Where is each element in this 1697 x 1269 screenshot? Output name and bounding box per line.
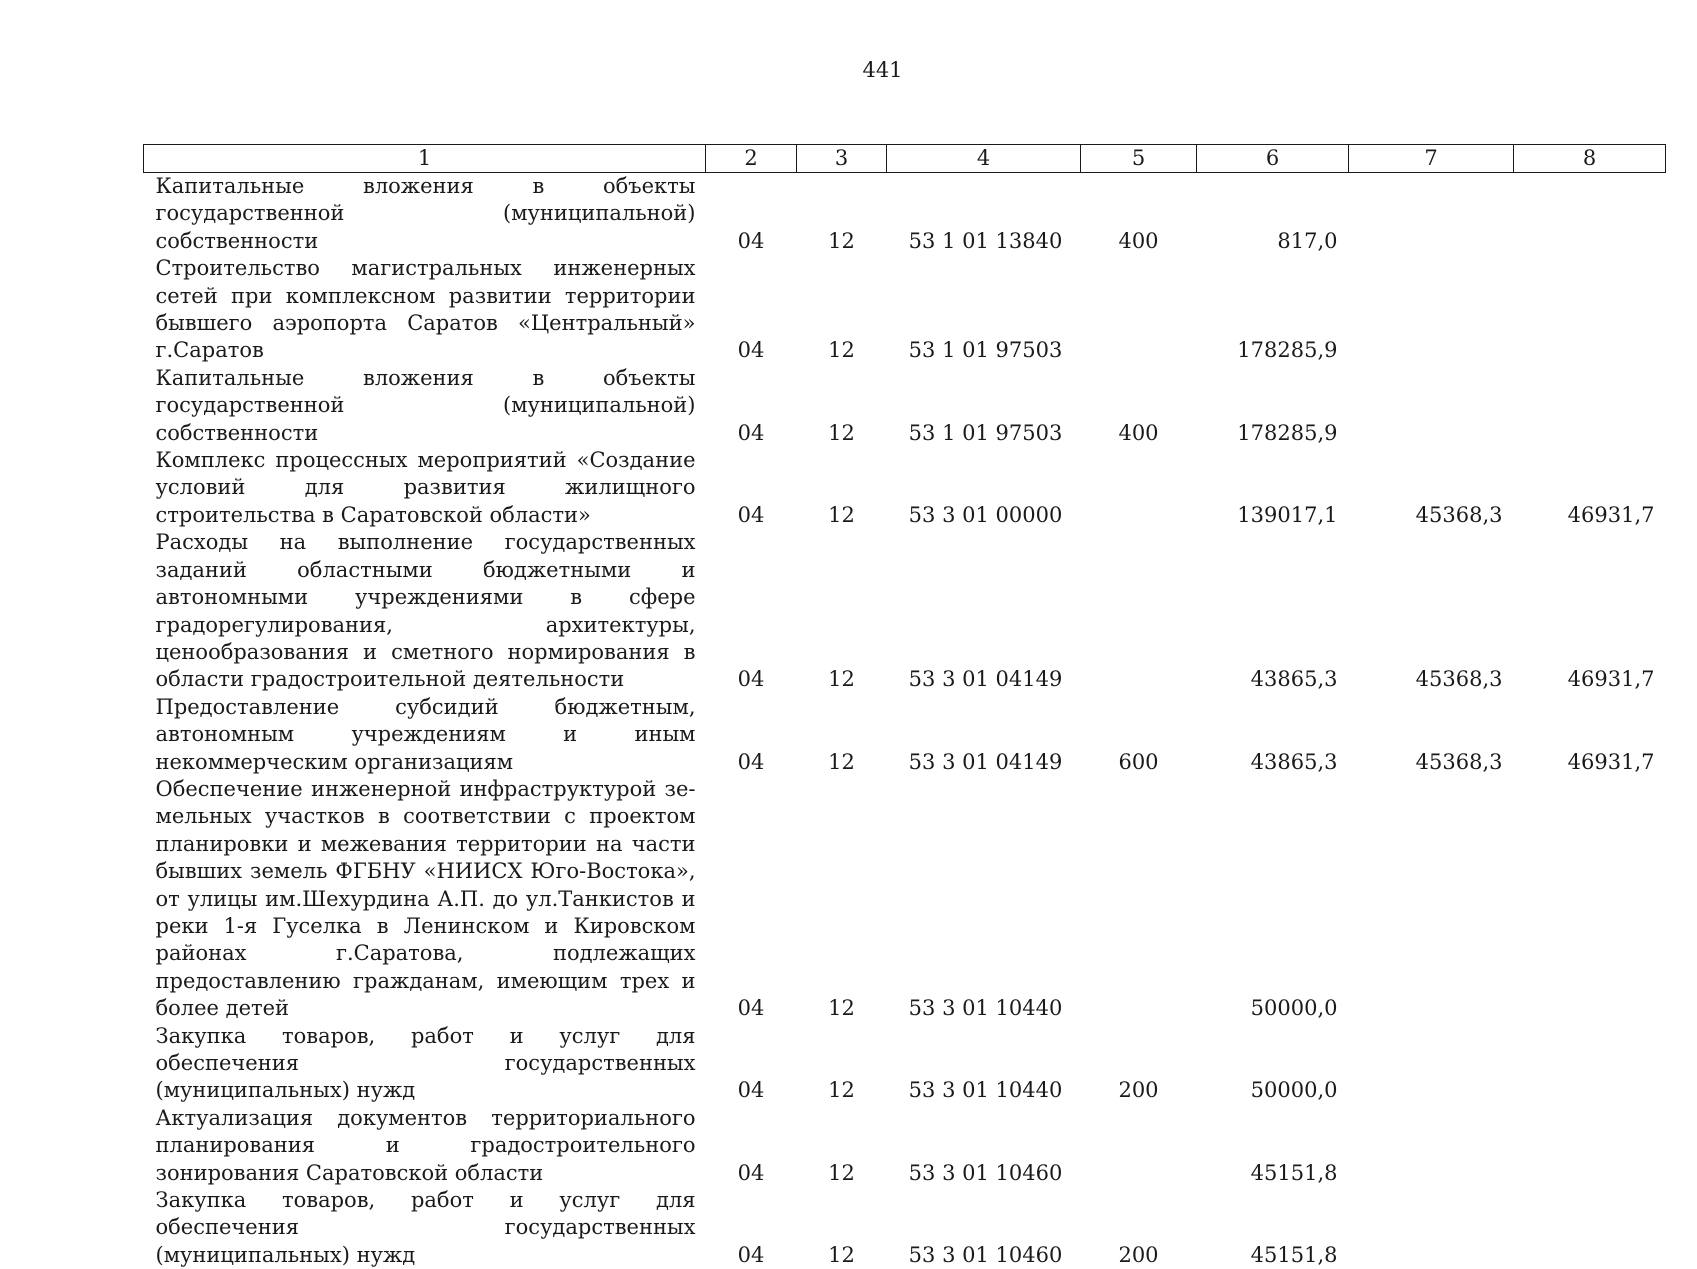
amount-col-7: 45368,3 [1349, 529, 1514, 693]
amount-col-6: 45151,8 [1197, 1187, 1349, 1269]
section-code: 04 [706, 776, 797, 1023]
amount-col-8: 46931,7 [1514, 447, 1666, 529]
row-description: Закупка товаров, работ и услуг для обеспечения государственных (муниципальных) нужд [144, 1187, 706, 1269]
row-description: Комплекс процессных мероприятий «Создание условий для развития жилищного строительства в Саратовской области» [144, 447, 706, 529]
expense-type-code: 400 [1081, 173, 1197, 256]
table-body [144, 173, 1666, 1269]
target-article-code: 53 3 01 10460 [887, 1187, 1081, 1269]
row-description: Строительство магистральных инженерных сетей при комплексном развитии территории бывшего аэропорта Саратов «Центральный» г.Саратов [144, 255, 706, 365]
budget-table [143, 144, 1666, 1269]
subsection-code: 12 [797, 173, 887, 256]
expense-type-code [1081, 776, 1197, 1023]
column-header-6: 6 [1197, 145, 1349, 173]
header-row [144, 145, 1666, 173]
amount-col-8: 46931,7 [1514, 529, 1666, 693]
target-article-code: 53 1 01 13840 [887, 173, 1081, 256]
target-article-code: 53 3 01 00000 [887, 447, 1081, 529]
column-header-4: 4 [887, 145, 1081, 173]
expense-type-code: 200 [1081, 1187, 1197, 1269]
amount-col-6: 139017,1 [1197, 447, 1349, 529]
table-row [144, 1023, 1666, 1105]
amount-col-6: 817,0 [1197, 173, 1349, 256]
row-description: Предоставление субсидий бюджетным, автономным учреждениям и иным некоммерческим организациям [144, 694, 706, 776]
column-header-1: 1 [144, 145, 706, 173]
amount-col-6: 178285,9 [1197, 365, 1349, 447]
subsection-code: 12 [797, 1105, 887, 1187]
section-code: 04 [706, 1187, 797, 1269]
target-article-code: 53 3 01 04149 [887, 529, 1081, 693]
amount-col-7 [1349, 255, 1514, 365]
amount-col-8 [1514, 255, 1666, 365]
amount-col-7 [1349, 365, 1514, 447]
subsection-code: 12 [797, 776, 887, 1023]
subsection-code: 12 [797, 694, 887, 776]
section-code: 04 [706, 529, 797, 693]
section-code: 04 [706, 173, 797, 256]
amount-col-7 [1349, 1105, 1514, 1187]
section-code: 04 [706, 447, 797, 529]
section-code: 04 [706, 255, 797, 365]
row-description: Капитальные вложения в объекты государственной (муниципальной) собственности [144, 365, 706, 447]
column-header-2: 2 [706, 145, 797, 173]
table-row [144, 365, 1666, 447]
subsection-code: 12 [797, 529, 887, 693]
amount-col-6: 50000,0 [1197, 1023, 1349, 1105]
row-description: Обеспечение инженерной инфраструктурой земельных участков в соответствии с проектом планировки и межевания территории на части бывших земель ФГБНУ «НИИСХ Юго-Востока», от улицы им.Шехурдина А.П. до ул.Танкистов и реки 1-я Гуселка в Ленинском и Кировском районах г.Саратова, подлежащих предоставлению гражданам, имеющим трех и более детей [144, 776, 706, 1023]
subsection-code: 12 [797, 1023, 887, 1105]
target-article-code: 53 3 01 10440 [887, 776, 1081, 1023]
table-header [144, 145, 1666, 173]
target-article-code: 53 1 01 97503 [887, 255, 1081, 365]
target-article-code: 53 3 01 04149 [887, 694, 1081, 776]
amount-col-7 [1349, 173, 1514, 256]
expense-type-code: 600 [1081, 694, 1197, 776]
page-number: 441 [0, 58, 1697, 82]
row-description: Актуализация документов территориального планирования и градостроительного зонирования Саратовской области [144, 1105, 706, 1187]
section-code: 04 [706, 1105, 797, 1187]
table-row [144, 529, 1666, 693]
expense-type-code [1081, 529, 1197, 693]
row-description: Расходы на выполнение государственных заданий областными бюджетными и автономными учреждениями в сфере градорегулирования, архитектуры, ценообразования и сметного нормирования в области градостроительной деятельности [144, 529, 706, 693]
amount-col-7 [1349, 1023, 1514, 1105]
row-description: Закупка товаров, работ и услуг для обеспечения государственных (муниципальных) нужд [144, 1023, 706, 1105]
subsection-code: 12 [797, 447, 887, 529]
amount-col-7: 45368,3 [1349, 694, 1514, 776]
section-code: 04 [706, 694, 797, 776]
amount-col-6: 43865,3 [1197, 529, 1349, 693]
subsection-code: 12 [797, 255, 887, 365]
amount-col-8 [1514, 1187, 1666, 1269]
amount-col-8 [1514, 365, 1666, 447]
amount-col-6: 50000,0 [1197, 776, 1349, 1023]
amount-col-7 [1349, 1187, 1514, 1269]
row-description: Капитальные вложения в объекты государственной (муниципальной) собственности [144, 173, 706, 256]
section-code: 04 [706, 365, 797, 447]
table-row [144, 447, 1666, 529]
table-row [144, 173, 1666, 256]
amount-col-6: 45151,8 [1197, 1105, 1349, 1187]
expense-type-code [1081, 447, 1197, 529]
section-code: 04 [706, 1023, 797, 1105]
table-row [144, 1187, 1666, 1269]
column-header-5: 5 [1081, 145, 1197, 173]
expense-type-code: 200 [1081, 1023, 1197, 1105]
column-header-8: 8 [1514, 145, 1666, 173]
subsection-code: 12 [797, 1187, 887, 1269]
amount-col-8 [1514, 1023, 1666, 1105]
table-row [144, 1105, 1666, 1187]
amount-col-8: 46931,7 [1514, 694, 1666, 776]
subsection-code: 12 [797, 365, 887, 447]
expense-type-code [1081, 1105, 1197, 1187]
table-row [144, 776, 1666, 1023]
amount-col-7: 45368,3 [1349, 447, 1514, 529]
expense-type-code: 400 [1081, 365, 1197, 447]
amount-col-8 [1514, 776, 1666, 1023]
expense-type-code [1081, 255, 1197, 365]
target-article-code: 53 3 01 10440 [887, 1023, 1081, 1105]
amount-col-6: 178285,9 [1197, 255, 1349, 365]
amount-col-8 [1514, 1105, 1666, 1187]
amount-col-8 [1514, 173, 1666, 256]
column-header-7: 7 [1349, 145, 1514, 173]
amount-col-7 [1349, 776, 1514, 1023]
target-article-code: 53 3 01 10460 [887, 1105, 1081, 1187]
table-row [144, 694, 1666, 776]
table-row [144, 255, 1666, 365]
column-header-3: 3 [797, 145, 887, 173]
amount-col-6: 43865,3 [1197, 694, 1349, 776]
target-article-code: 53 1 01 97503 [887, 365, 1081, 447]
